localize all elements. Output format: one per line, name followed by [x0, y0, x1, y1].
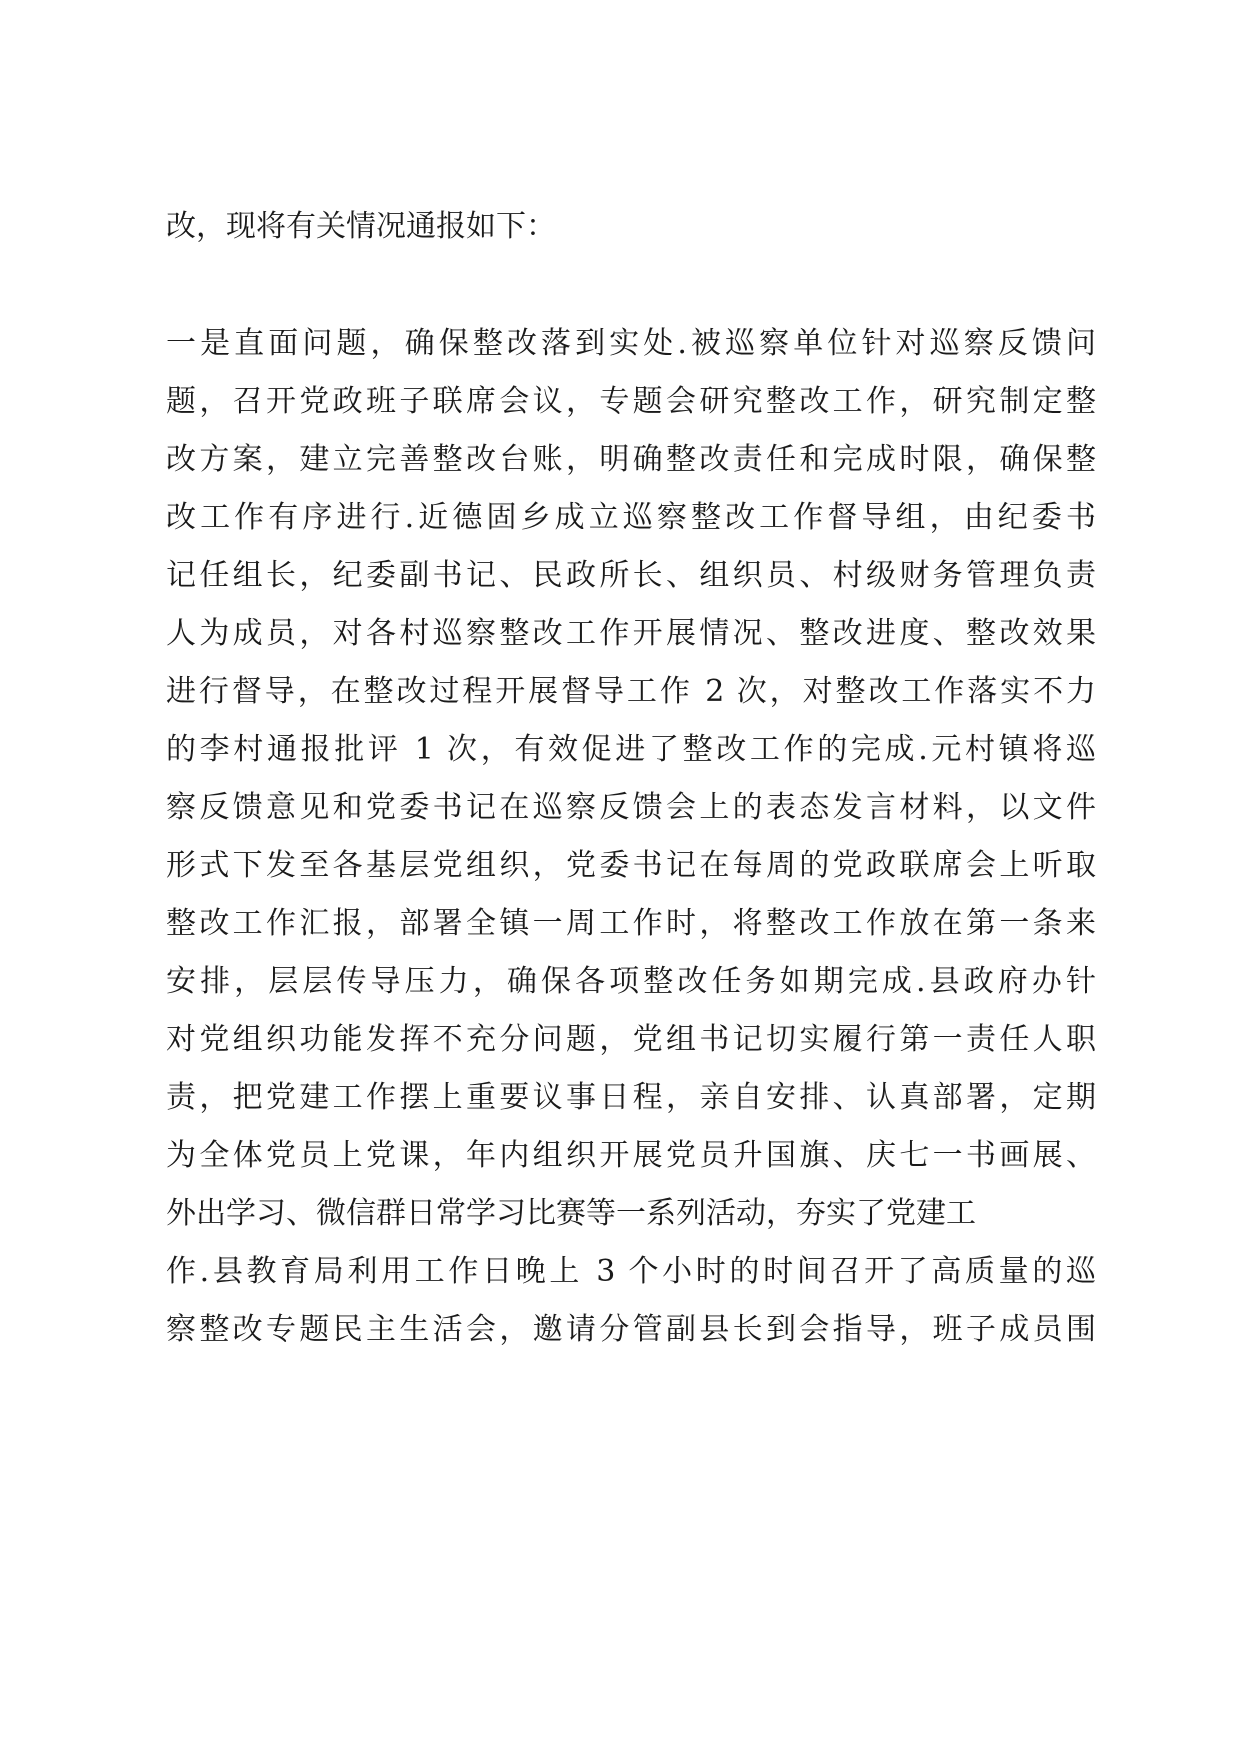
paragraph-line: 对党组织功能发挥不充分问题，党组书记切实履行第一责任人职 [166, 1022, 1096, 1057]
paragraph-line: 为全体党员上党课，年内组织开展党员升国旗、庆七一书画展、 [166, 1138, 1096, 1173]
paragraph-line: 进行督导，在整改过程开展督导工作 2 次，对整改工作落实不力 [166, 674, 1096, 709]
paragraph-line: 形式下发至各基层党组织，党委书记在每周的党政联席会上听取 [166, 848, 1096, 883]
paragraph-line: 整改工作汇报，部署全镇一周工作时，将整改工作放在第一条来 [166, 906, 1096, 941]
paragraph-line: 外出学习、微信群日常学习比赛等一系列活动，夯实了党建工 [166, 1196, 976, 1231]
paragraph-line: 察整改专题民主生活会，邀请分管副县长到会指导，班子成员围 [166, 1312, 1096, 1347]
paragraph-line: 记任组长，纪委副书记、民政所长、组织员、村级财务管理负责 [166, 558, 1096, 593]
paragraph-line: 安排，层层传导压力，确保各项整改任务如期完成.县政府办针 [166, 964, 1096, 999]
paragraph-line: 改工作有序进行.近德固乡成立巡察整改工作督导组，由纪委书 [166, 500, 1096, 535]
paragraph-line: 人为成员，对各村巡察整改工作开展情况、整改进度、整改效果 [166, 616, 1096, 651]
paragraph-line: 的李村通报批评 1 次，有效促进了整改工作的完成.元村镇将巡 [166, 732, 1096, 767]
paragraph-line: 一是直面问题，确保整改落到实处.被巡察单位针对巡察反馈问 [166, 326, 1096, 361]
paragraph-line: 责，把党建工作摆上重要议事日程，亲自安排、认真部署，定期 [166, 1080, 1096, 1115]
intro-line: 改，现将有关情况通报如下： [166, 209, 556, 244]
paragraph-line: 察反馈意见和党委书记在巡察反馈会上的表态发言材料，以文件 [166, 790, 1096, 825]
paragraph-line: 改方案，建立完善整改台账，明确整改责任和完成时限，确保整 [166, 442, 1096, 477]
paragraph-line: 题，召开党政班子联席会议，专题会研究整改工作，研究制定整 [166, 384, 1096, 419]
paragraph-line: 作.县教育局利用工作日晚上 3 个小时的时间召开了高质量的巡 [166, 1254, 1096, 1289]
